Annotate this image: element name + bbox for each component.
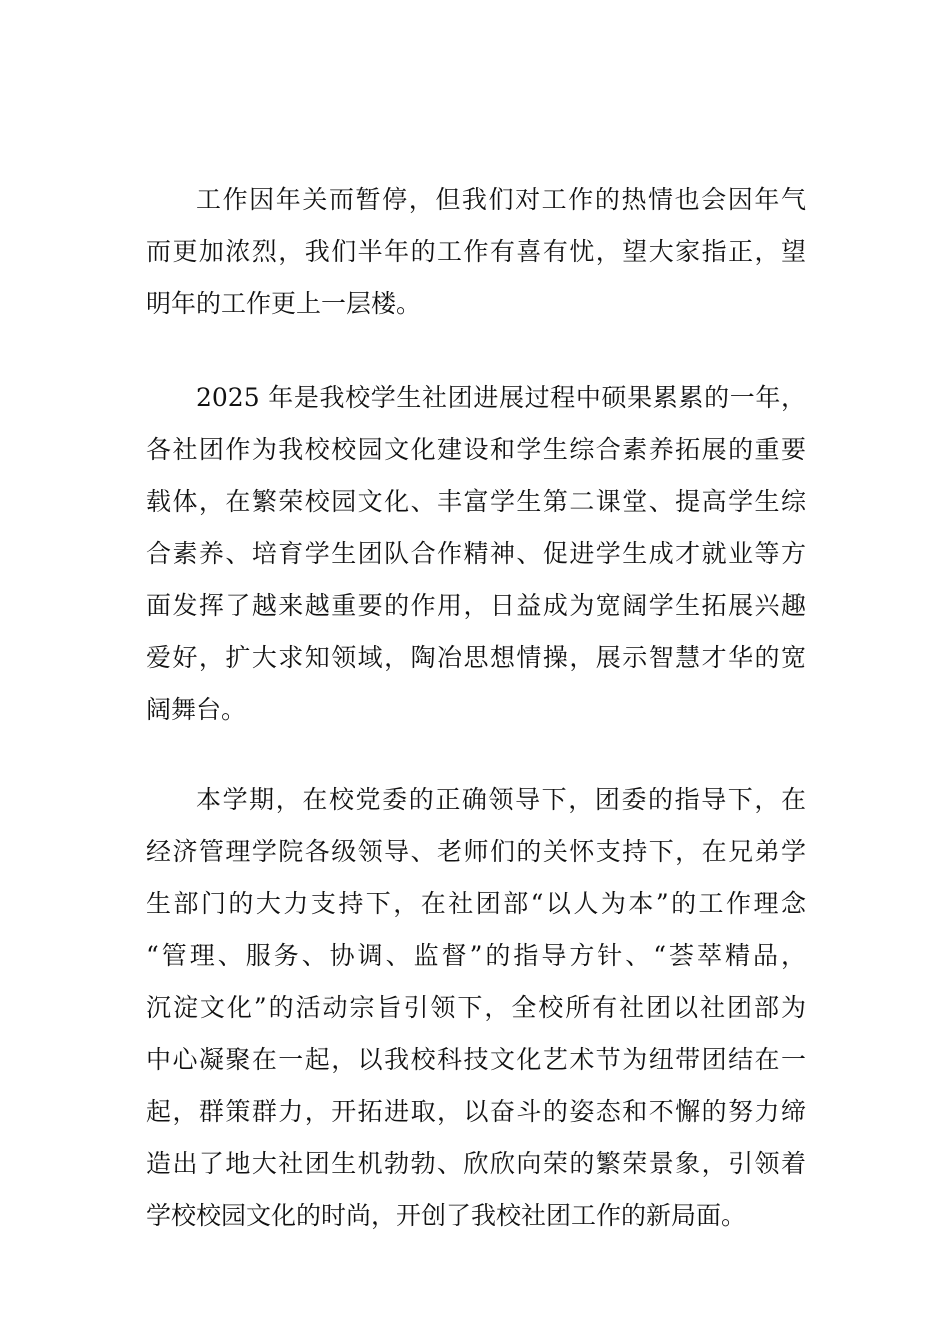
paragraph-line: “管理、服务、协调、监督”的指导方针、“荟萃精品， bbox=[146, 941, 806, 970]
paragraph-line: 2025 年是我校学生社团进展过程中硕果累累的一年， bbox=[196, 383, 806, 412]
paragraph-line: 中心凝聚在一起，以我校科技文化艺术节为纽带团结在一 bbox=[146, 1045, 806, 1074]
paragraph-line: 明年的工作更上一层楼。 bbox=[146, 289, 422, 318]
paragraph-line: 合素养、培育学生团队合作精神、促进学生成才就业等方 bbox=[146, 539, 806, 568]
paragraph-line: 沉淀文化”的活动宗旨引领下，全校所有社团以社团部为 bbox=[146, 993, 806, 1022]
paragraph-line: 造出了地大社团生机勃勃、欣欣向荣的繁荣景象，引领着 bbox=[146, 1149, 806, 1178]
paragraph-line: 各社团作为我校校园文化建设和学生综合素养拓展的重要 bbox=[146, 435, 806, 464]
paragraph-line: 载体，在繁荣校园文化、丰富学生第二课堂、提高学生综 bbox=[146, 487, 806, 516]
paragraph-line: 学校校园文化的时尚，开创了我校社团工作的新局面。 bbox=[146, 1201, 747, 1230]
paragraph-1 bbox=[146, 174, 806, 330]
paragraph-line: 生部门的大力支持下，在社团部“以人为本”的工作理念 bbox=[146, 889, 806, 918]
paragraph-line: 而更加浓烈，我们半年的工作有喜有忧，望大家指正，望 bbox=[146, 237, 806, 266]
paragraph-2 bbox=[146, 372, 806, 736]
paragraph-line: 本学期，在校党委的正确领导下，团委的指导下，在 bbox=[196, 785, 806, 814]
paragraph-line: 阔舞台。 bbox=[146, 695, 247, 724]
paragraph-line: 面发挥了越来越重要的作用，日益成为宽阔学生拓展兴趣 bbox=[146, 591, 806, 620]
paragraph-line: 经济管理学院各级领导、老师们的关怀支持下，在兄弟学 bbox=[146, 837, 806, 866]
paragraph-line: 工作因年关而暂停，但我们对工作的热情也会因年气 bbox=[196, 185, 806, 214]
paragraph-line: 起，群策群力，开拓进取，以奋斗的姿态和不懈的努力缔 bbox=[146, 1097, 806, 1126]
paragraph-3 bbox=[146, 774, 806, 1242]
paragraph-line: 爱好，扩大求知领域，陶冶思想情操，展示智慧才华的宽 bbox=[146, 643, 806, 672]
